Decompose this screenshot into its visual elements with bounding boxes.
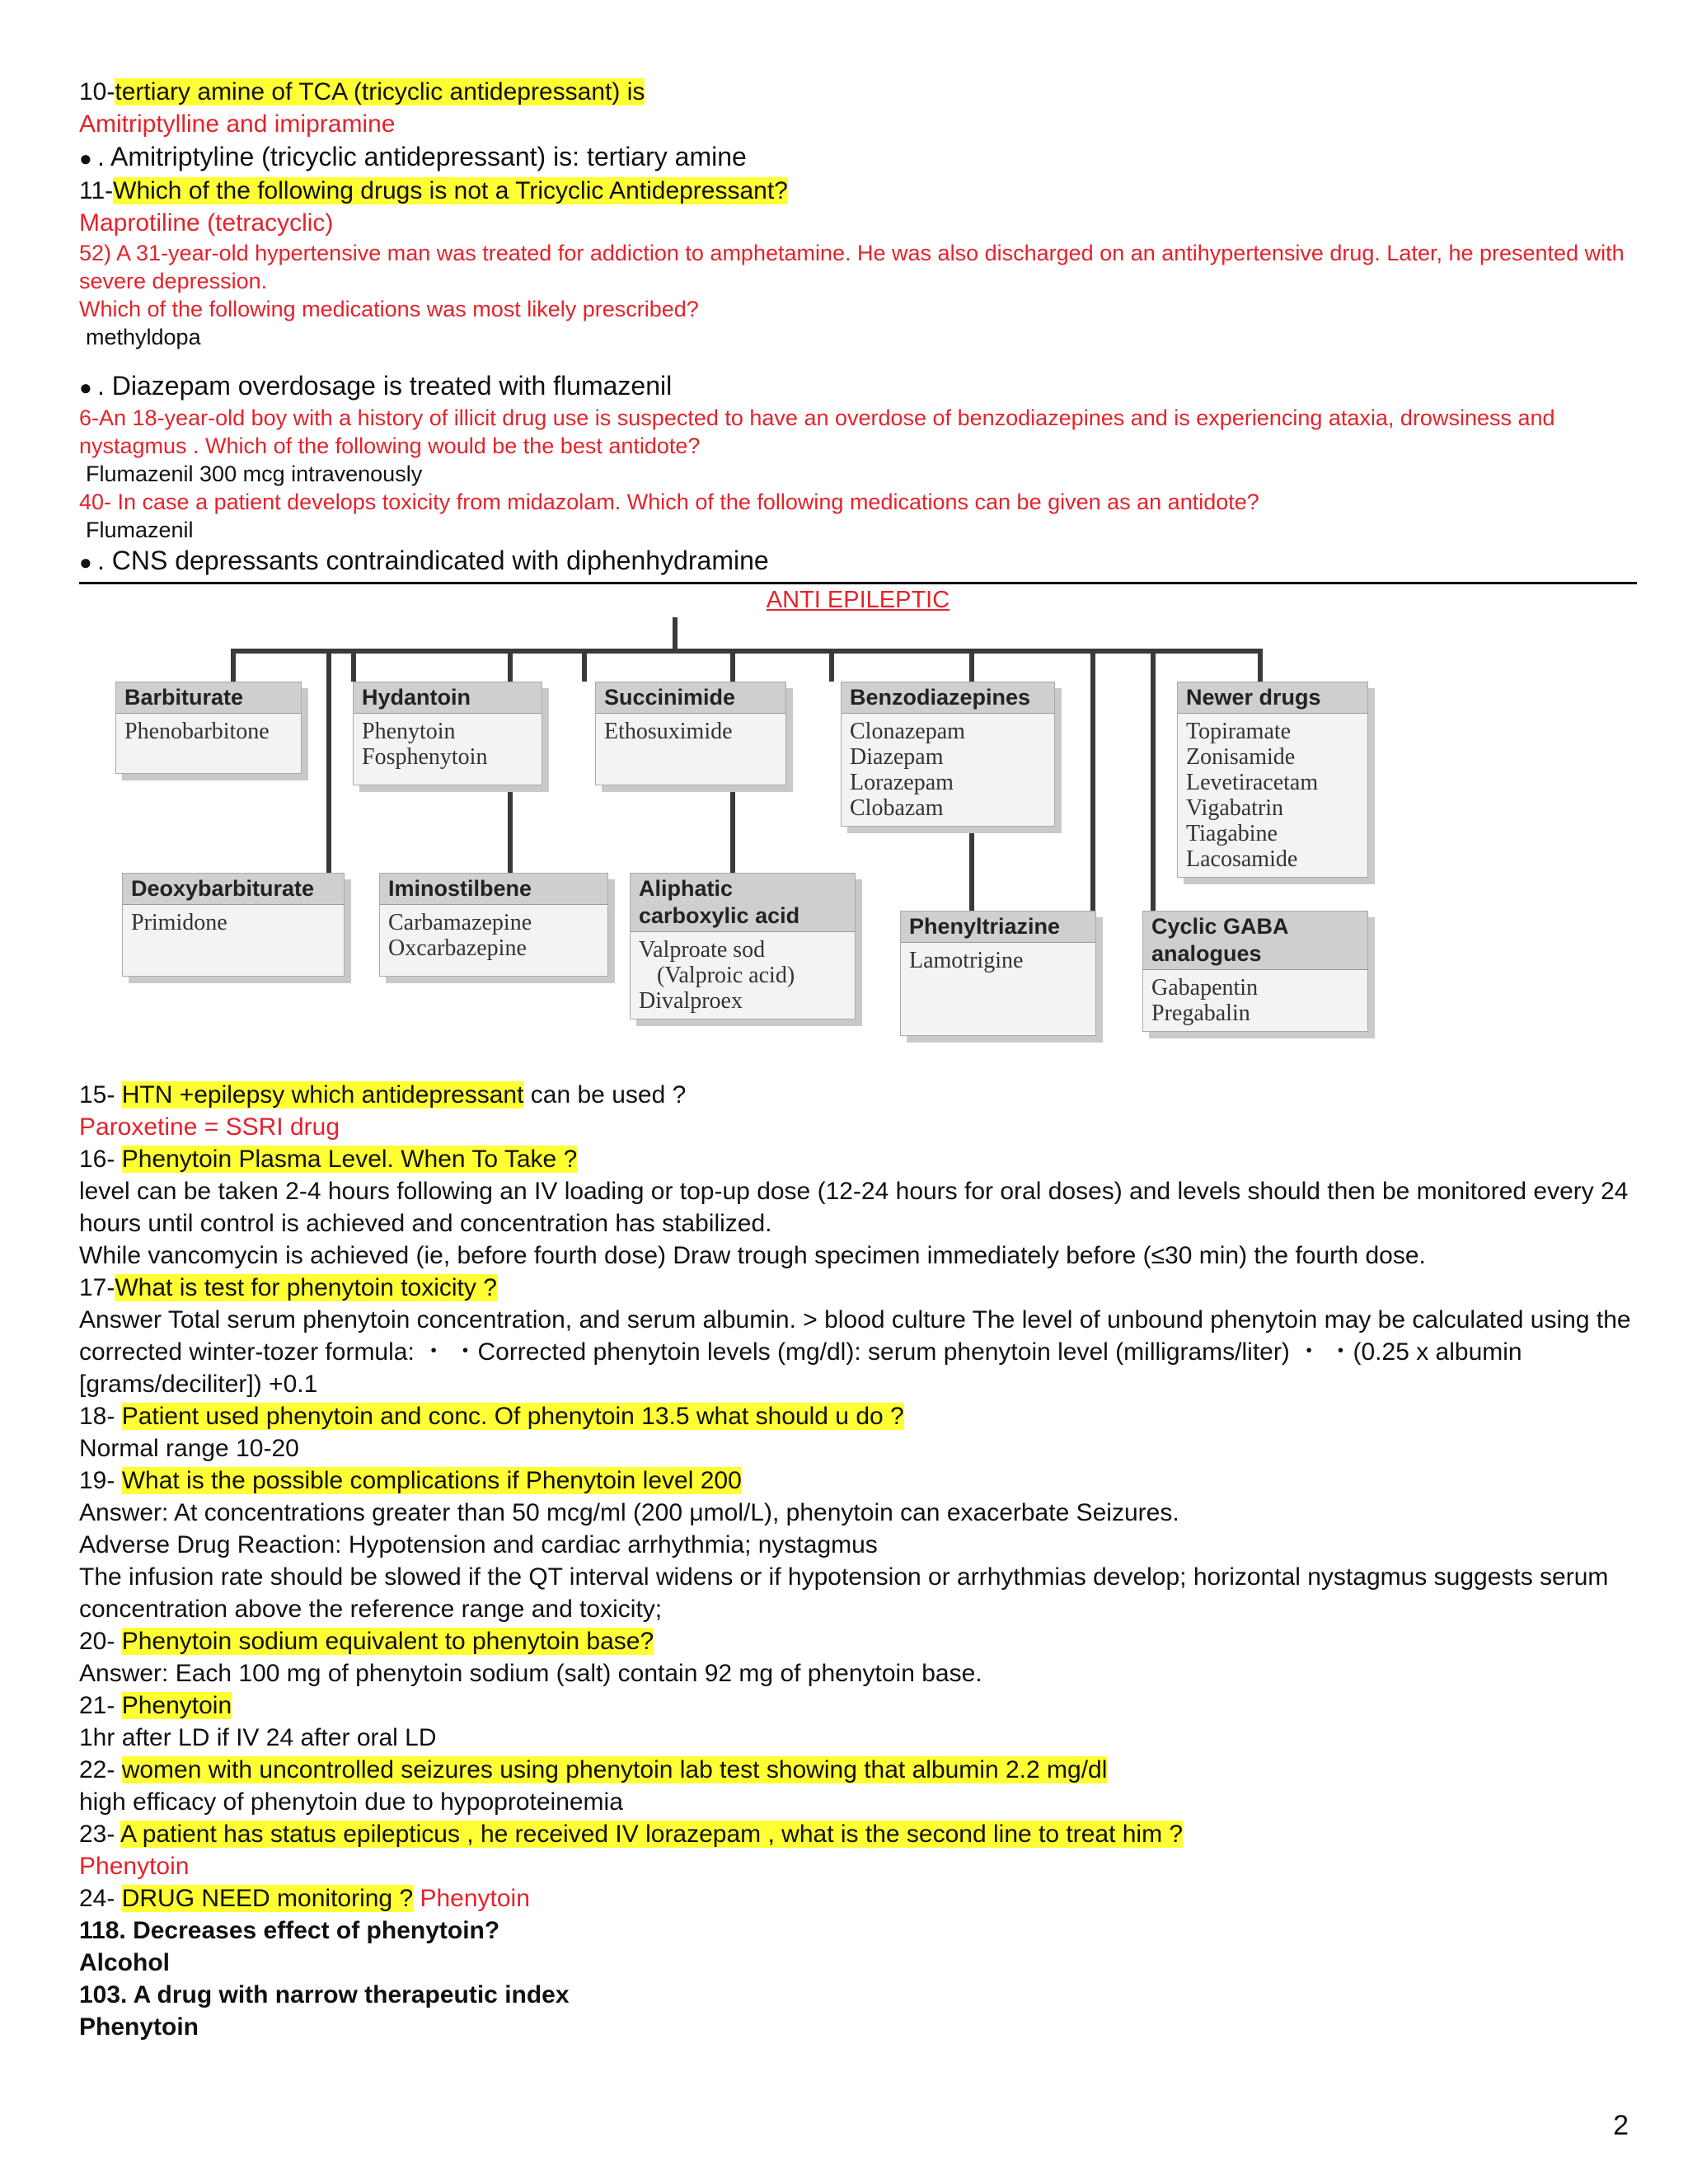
class-heading: Newer drugs: [1178, 682, 1367, 714]
drug-name: Diazepam: [850, 744, 944, 770]
bullet-amitriptyline: [79, 140, 1637, 175]
bullet-icon: ●: [79, 146, 92, 171]
drug-name: Clonazepam: [850, 719, 965, 744]
highlighted-question: tertiary amine of TCA (tricyclic antidepressant) is: [115, 78, 645, 105]
question-40: 40- In case a patient develops toxicity from midazolam. Which of the following medications can be given as an antidote?: [79, 490, 1259, 514]
question-number: 24-: [79, 1885, 122, 1912]
connector-line: [673, 617, 678, 650]
highlighted-question: Which of the following drugs is not a Tricyclic Antidepressant?: [113, 177, 788, 204]
question-20: [79, 1625, 1637, 1657]
question-103: 103. A drug with narrow therapeutic index: [79, 1981, 570, 2008]
drug-name: Lorazepam: [850, 770, 954, 795]
drug-name: Lacosamide: [1186, 846, 1298, 872]
answer-10: Amitriptylline and imipramine: [79, 110, 396, 138]
class-heading: [631, 874, 855, 932]
answer-19-infusion: The infusion rate should be slowed if the QT interval widens or if hypotension or arrhythmias develop; horizontal nystagmus suggests serum concentration above the reference range and toxicity;: [79, 1563, 1609, 1623]
answer-15: Paroxetine = SSRI drug: [79, 1113, 340, 1141]
answer-16: level can be taken 2-4 hours following an IV loading or top-up dose (12-24 hours for oral doses) and levels should then be monitored every 24 hours until control is achieved and concentration has stabilized.: [79, 1178, 1629, 1237]
question-number: 10-: [79, 78, 115, 105]
question-number: 19-: [79, 1467, 122, 1494]
connector-line: [326, 649, 331, 904]
section-title-text: ANTI EPILEPTIC: [766, 587, 950, 613]
answer-40: Flumazenil: [86, 518, 194, 542]
bullet-diazepam: [79, 369, 1637, 404]
question-23: [79, 1818, 1637, 1850]
answer-19-adr: Adverse Drug Reaction: Hypotension and cardiac arrhythmia; nystagmus: [79, 1531, 878, 1558]
connector-line: [231, 649, 236, 682]
question-52: 52) A 31-year-old hypertensive man was treated for addiction to amphetamine. He was also discharged on an antihypertensive drug. Later, he presented with severe depression.: [79, 241, 1625, 293]
drug-name: Phenobarbitone: [124, 719, 270, 744]
section-title: [79, 584, 1637, 616]
question-number: 23-: [79, 1821, 121, 1848]
drug-name: Fosphenytoin: [362, 744, 488, 770]
question-number: 17-: [79, 1274, 115, 1301]
antiepileptic-classification-diagram: [79, 617, 1637, 1079]
class-box-newer-drugs: [1177, 682, 1368, 878]
class-heading-line: analogues: [1151, 941, 1262, 966]
question-number: 15-: [79, 1081, 122, 1108]
highlighted-question: Phenytoin: [121, 1692, 232, 1719]
drug-name: Gabapentin: [1151, 975, 1259, 1001]
drug-name: Levetiracetam: [1186, 770, 1319, 795]
question-16: [79, 1143, 1637, 1175]
class-heading-line: Aliphatic: [639, 876, 734, 901]
question-21: [79, 1690, 1637, 1722]
question-24: [79, 1882, 1637, 1915]
question-118: 118. Decreases effect of phenytoin?: [79, 1917, 500, 1944]
highlighted-question: Phenytoin sodium equivalent to phenytoin base?: [121, 1628, 654, 1655]
class-box-phenyltriazine: [900, 911, 1096, 1036]
question-text: can be used ?: [523, 1081, 687, 1108]
class-box-hydantoin: [353, 682, 542, 785]
highlighted-question: Phenytoin Plasma Level. When To Take ?: [121, 1146, 578, 1173]
answer-6: Flumazenil 300 mcg intravenously: [86, 462, 423, 486]
question-18: [79, 1400, 1637, 1432]
question-number: 22-: [79, 1756, 122, 1783]
question-number: 16-: [79, 1146, 122, 1173]
question-52-ask: Which of the following medications was most likely prescribed?: [79, 297, 699, 321]
bullet-icon: ●: [79, 375, 92, 400]
connector-line: [1258, 649, 1263, 682]
bullet-cns: [79, 544, 1637, 579]
connector-line: [829, 649, 834, 682]
answer-19: Answer: At concentrations greater than 50 mcg/ml (200 μmol/L), phenytoin can exacerbate Seizures.: [79, 1499, 1179, 1526]
bullet-text: . CNS depressants contraindicated with diphenhydramine: [97, 546, 769, 575]
drug-name: (Valproic acid): [657, 963, 795, 988]
class-box-barbiturate: [115, 682, 302, 774]
answer-11: Maprotiline (tetracyclic): [79, 209, 334, 237]
class-heading: Succinimide: [596, 682, 785, 714]
question-10: [79, 76, 1637, 108]
highlighted-question: Patient used phenytoin and conc. Of phenytoin 13.5 what should u do ?: [121, 1403, 904, 1430]
drug-name: Zonisamide: [1186, 744, 1296, 770]
class-heading: Phenyltriazine: [901, 912, 1095, 943]
class-box-succinimide: [595, 682, 786, 785]
connector-line: [1151, 649, 1156, 929]
highlighted-question: HTN +epilepsy which antidepressant: [121, 1081, 524, 1108]
bullet-text: . Amitriptyline (tricyclic antidepressant) is: tertiary amine: [97, 142, 747, 171]
connector-line: [351, 649, 356, 682]
answer-17: Answer Total serum phenytoin concentration, and serum albumin. > blood culture The level of unbound phenytoin may be calculated using the corrected winter-tozer formula: ・ ・Corrected phenytoin levels (mg/dl): serum phenytoin level (milligrams/liter) ・ ・(0.25 x albumin [grams/deciliter]) +0.1: [79, 1306, 1631, 1398]
class-box-deoxybarbiturate: [122, 873, 345, 977]
answer-22: high efficacy of phenytoin due to hypoproteinemia: [79, 1788, 623, 1816]
drug-name: Lamotrigine: [909, 948, 1024, 973]
class-heading-line: Cyclic GABA: [1151, 914, 1289, 939]
answer-103: Phenytoin: [79, 2013, 199, 2041]
drug-name: Tiagabine: [1186, 821, 1278, 846]
answer-52: methyldopa: [86, 325, 201, 349]
class-heading: Hydantoin: [354, 682, 542, 714]
drug-name: Primidone: [131, 910, 227, 935]
highlighted-question: A patient has status epilepticus , he received IV lorazepam , what is the second line to treat him ?: [120, 1821, 1184, 1848]
bullet-text: . Diazepam overdosage is treated with flumazenil: [97, 371, 673, 401]
drug-name: Vigabatrin: [1186, 795, 1284, 821]
class-heading: [1143, 912, 1367, 970]
question-22: [79, 1754, 1637, 1786]
answer-24: Phenytoin: [413, 1885, 530, 1912]
answer-21: 1hr after LD if IV 24 after oral LD: [79, 1724, 437, 1751]
class-box-aliphatic-carboxylic-acid: [630, 873, 856, 1019]
answer-16-note: While vancomycin is achieved (ie, before fourth dose) Draw trough specimen immediately before (≤30 min) the fourth dose.: [79, 1242, 1426, 1269]
connector-line: [231, 649, 1261, 654]
connector-line: [1090, 649, 1095, 929]
class-heading-line: carboxylic acid: [639, 903, 800, 928]
question-number: 21-: [79, 1692, 122, 1719]
bullet-icon: ●: [79, 550, 92, 574]
class-box-benzodiazepines: [841, 682, 1055, 827]
class-heading: Deoxybarbiturate: [123, 874, 344, 905]
drug-name: Divalproex: [639, 988, 743, 1014]
drug-name: Carbamazepine: [388, 910, 532, 935]
answer-23: Phenytoin: [79, 1853, 190, 1880]
answer-118: Alcohol: [79, 1949, 170, 1976]
drug-name: Topiramate: [1186, 719, 1292, 744]
class-heading: Iminostilbene: [380, 874, 607, 905]
answer-18: Normal range 10-20: [79, 1435, 299, 1462]
document-page: [79, 76, 1637, 2043]
drug-name: Pregabalin: [1151, 1001, 1250, 1026]
class-box-cyclic-gaba-analogues: [1142, 911, 1368, 1032]
question-11: [79, 175, 1637, 207]
question-number: 20-: [79, 1628, 122, 1655]
question-15: [79, 1079, 1637, 1111]
drug-name: Clobazam: [850, 795, 944, 821]
highlighted-question: What is test for phenytoin toxicity ?: [115, 1274, 497, 1301]
class-box-iminostilbene: [379, 873, 608, 977]
drug-name: Oxcarbazepine: [388, 935, 527, 961]
page-number: 2: [1613, 2110, 1629, 2141]
drug-name: Phenytoin: [362, 719, 456, 744]
highlighted-question: women with uncontrolled seizures using phenytoin lab test showing that albumin 2.2 mg/dl: [121, 1756, 1108, 1783]
highlighted-question: What is the possible complications if Phenytoin level 200: [121, 1467, 742, 1494]
highlighted-question: DRUG NEED monitoring ?: [121, 1885, 414, 1912]
connector-line: [582, 649, 587, 682]
question-number: 18-: [79, 1403, 122, 1430]
question-6: 6-An 18-year-old boy with a history of illicit drug use is suspected to have an overdose of benzodiazepines and is experiencing ataxia, drowsiness and nystagmus . Which of the following would be the best antidote?: [79, 405, 1555, 458]
question-19: [79, 1465, 1637, 1497]
drug-name: Ethosuximide: [604, 719, 733, 744]
class-heading: Benzodiazepines: [842, 682, 1054, 714]
answer-20: Answer: Each 100 mg of phenytoin sodium (salt) contain 92 mg of phenytoin base.: [79, 1660, 982, 1687]
question-number: 11-: [79, 177, 114, 204]
drug-name: Valproate sod: [639, 937, 766, 963]
class-heading: Barbiturate: [116, 682, 301, 714]
question-17: [79, 1272, 1637, 1304]
